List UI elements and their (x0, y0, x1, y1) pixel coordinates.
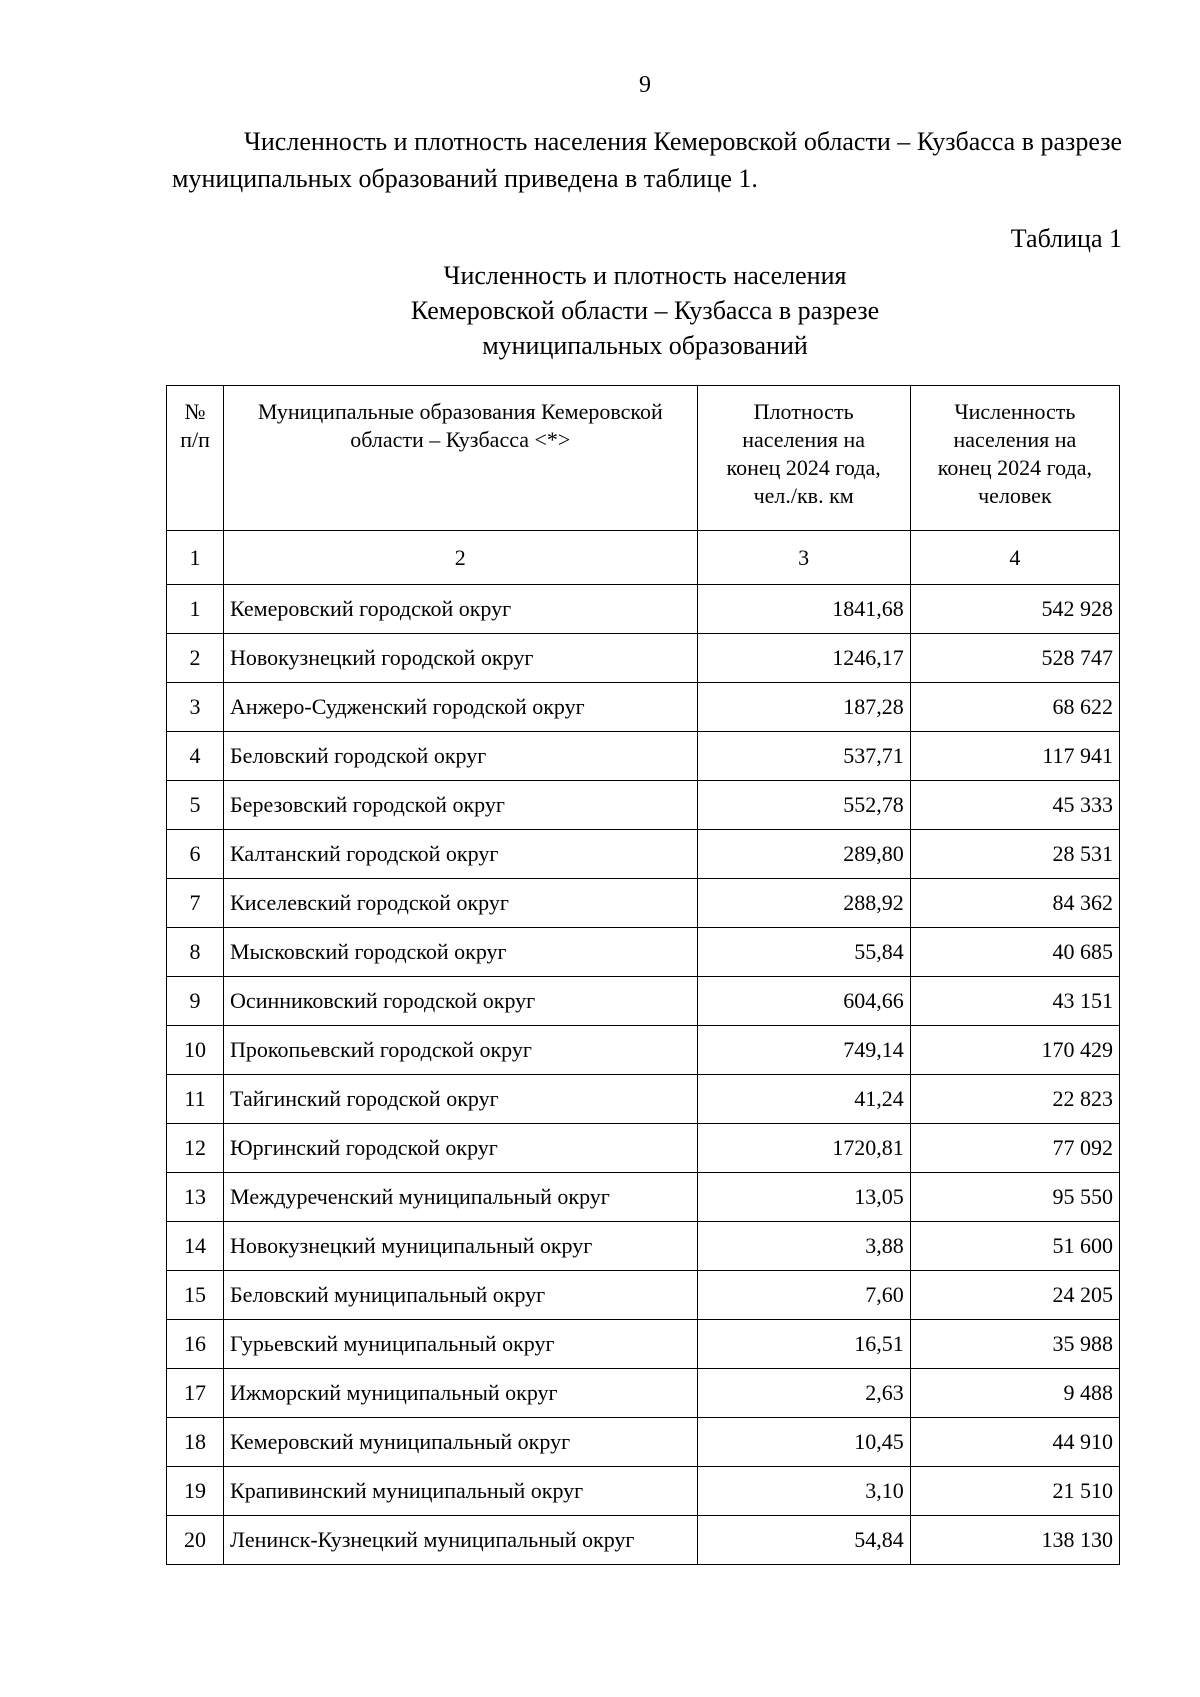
municipality-name: Ленинск-Кузнецкий муниципальный округ (224, 1516, 697, 1565)
population-value: 9 488 (910, 1369, 1119, 1418)
header-line: населения на (742, 427, 866, 452)
municipality-name: Беловский муниципальный округ (224, 1271, 697, 1320)
table-row (167, 1173, 1120, 1222)
population-value: 35 988 (910, 1320, 1119, 1369)
row-number: 18 (167, 1418, 224, 1467)
intro-paragraph: Численность и плотность населения Кемеровской области – Кузбасса в разрезе муниципальных образований приведена в таблице 1. (172, 127, 1122, 193)
municipality-name: Междуреченский муниципальный округ (224, 1173, 697, 1222)
caption-line: Численность и плотность населения (443, 261, 847, 290)
municipality-name: Осинниковский городской округ (224, 977, 697, 1026)
municipality-name: Тайгинский городской округ (224, 1075, 697, 1124)
population-value: 22 823 (910, 1075, 1119, 1124)
table-row (167, 830, 1120, 879)
density-value: 749,14 (697, 1026, 910, 1075)
table-row (167, 1075, 1120, 1124)
header-line: Муниципальные образования Кемеровской (257, 399, 663, 424)
header-number (167, 386, 224, 531)
row-number: 14 (167, 1222, 224, 1271)
table-row (167, 1320, 1120, 1369)
table-row (167, 585, 1120, 634)
table-row (167, 928, 1120, 977)
row-number: 6 (167, 830, 224, 879)
header-line: конец 2024 года, (726, 455, 881, 480)
municipality-name: Мысковский городской округ (224, 928, 697, 977)
table-caption (0, 258, 1200, 363)
row-number: 1 (167, 585, 224, 634)
table-row (167, 977, 1120, 1026)
municipality-name: Прокопьевский городской округ (224, 1026, 697, 1075)
density-value: 604,66 (697, 977, 910, 1026)
municipality-name: Гурьевский муниципальный округ (224, 1320, 697, 1369)
table-header-row (167, 386, 1120, 531)
density-value: 537,71 (697, 732, 910, 781)
column-index-row (167, 531, 1120, 585)
density-value: 2,63 (697, 1369, 910, 1418)
municipality-name: Березовский городской округ (224, 781, 697, 830)
population-value: 528 747 (910, 634, 1119, 683)
municipality-name: Крапивинский муниципальный округ (224, 1467, 697, 1516)
row-number: 3 (167, 683, 224, 732)
table-row (167, 1026, 1120, 1075)
density-value: 552,78 (697, 781, 910, 830)
row-number: 16 (167, 1320, 224, 1369)
row-number: 8 (167, 928, 224, 977)
table-row (167, 732, 1120, 781)
row-number: 2 (167, 634, 224, 683)
population-value: 77 092 (910, 1124, 1119, 1173)
municipality-name: Калтанский городской округ (224, 830, 697, 879)
density-value: 289,80 (697, 830, 910, 879)
header-line: Численность (954, 399, 1076, 424)
caption-line: муниципальных образований (482, 331, 808, 360)
caption-line: Кемеровской области – Кузбасса в разрезе (410, 296, 880, 325)
row-number: 7 (167, 879, 224, 928)
page-number: 9 (639, 72, 651, 98)
table-row (167, 781, 1120, 830)
population-table (166, 385, 1120, 1565)
population-value: 68 622 (910, 683, 1119, 732)
row-number: 11 (167, 1075, 224, 1124)
header-municipality (224, 386, 697, 531)
table-row (167, 1222, 1120, 1271)
row-number: 4 (167, 732, 224, 781)
density-value: 54,84 (697, 1516, 910, 1565)
row-number: 5 (167, 781, 224, 830)
density-value: 3,10 (697, 1467, 910, 1516)
header-population (910, 386, 1119, 531)
table-row (167, 1124, 1120, 1173)
population-value: 21 510 (910, 1467, 1119, 1516)
density-value: 1841,68 (697, 585, 910, 634)
density-value: 13,05 (697, 1173, 910, 1222)
population-value: 24 205 (910, 1271, 1119, 1320)
table-row (167, 1271, 1120, 1320)
population-value: 43 151 (910, 977, 1119, 1026)
row-number: 19 (167, 1467, 224, 1516)
table-row (167, 879, 1120, 928)
density-value: 10,45 (697, 1418, 910, 1467)
population-value: 28 531 (910, 830, 1119, 879)
density-value: 187,28 (697, 683, 910, 732)
density-value: 1720,81 (697, 1124, 910, 1173)
population-value: 84 362 (910, 879, 1119, 928)
density-value: 41,24 (697, 1075, 910, 1124)
population-value: 95 550 (910, 1173, 1119, 1222)
population-value: 51 600 (910, 1222, 1119, 1271)
header-line: № (184, 399, 206, 424)
municipality-name: Новокузнецкий городской округ (224, 634, 697, 683)
population-value: 45 333 (910, 781, 1119, 830)
density-value: 1246,17 (697, 634, 910, 683)
table-row (167, 634, 1120, 683)
table-row (167, 1467, 1120, 1516)
header-line: конец 2024 года, (937, 455, 1092, 480)
density-value: 16,51 (697, 1320, 910, 1369)
municipality-name: Киселевский городской округ (224, 879, 697, 928)
row-number: 20 (167, 1516, 224, 1565)
row-number: 17 (167, 1369, 224, 1418)
column-index: 2 (224, 531, 697, 585)
population-value: 170 429 (910, 1026, 1119, 1075)
municipality-name: Анжеро-Судженский городской округ (224, 683, 697, 732)
municipality-name: Кемеровский муниципальный округ (224, 1418, 697, 1467)
table-row (167, 1516, 1120, 1565)
column-index: 4 (910, 531, 1119, 585)
row-number: 15 (167, 1271, 224, 1320)
municipality-name: Новокузнецкий муниципальный округ (224, 1222, 697, 1271)
row-number: 10 (167, 1026, 224, 1075)
header-line: чел./кв. км (753, 483, 854, 508)
population-value: 542 928 (910, 585, 1119, 634)
density-value: 55,84 (697, 928, 910, 977)
population-value: 40 685 (910, 928, 1119, 977)
header-line: п/п (180, 427, 210, 452)
header-line: Плотность (753, 399, 854, 424)
density-value: 288,92 (697, 879, 910, 928)
municipality-name: Ижморский муниципальный округ (224, 1369, 697, 1418)
municipality-name: Кемеровский городской округ (224, 585, 697, 634)
population-value: 44 910 (910, 1418, 1119, 1467)
table-row (167, 683, 1120, 732)
table-row (167, 1418, 1120, 1467)
column-index: 1 (167, 531, 224, 585)
row-number: 9 (167, 977, 224, 1026)
row-number: 12 (167, 1124, 224, 1173)
header-line: населения на (953, 427, 1077, 452)
municipality-name: Беловский городской округ (224, 732, 697, 781)
column-index: 3 (697, 531, 910, 585)
table-label: Таблица 1 (1010, 224, 1122, 253)
row-number: 13 (167, 1173, 224, 1222)
header-line: человек (978, 483, 1052, 508)
population-value: 138 130 (910, 1516, 1119, 1565)
header-line: области – Кузбасса <*> (350, 427, 571, 452)
municipality-name: Юргинский городской округ (224, 1124, 697, 1173)
density-value: 7,60 (697, 1271, 910, 1320)
population-value: 117 941 (910, 732, 1119, 781)
density-value: 3,88 (697, 1222, 910, 1271)
header-density (697, 386, 910, 531)
table-row (167, 1369, 1120, 1418)
